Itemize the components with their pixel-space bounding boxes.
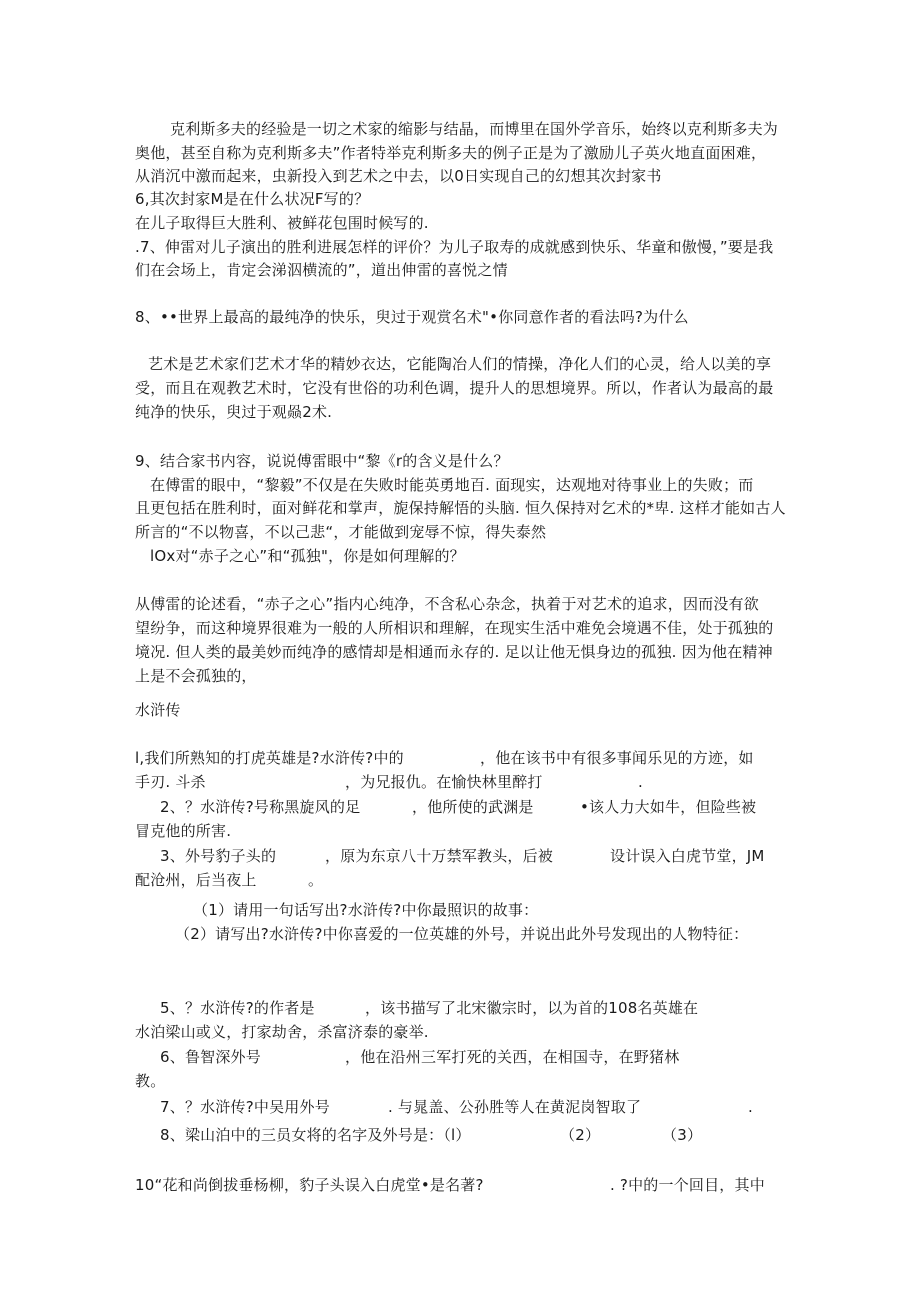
- shuihu-q8-part: （3）: [662, 1126, 703, 1144]
- shuihu-q3-part: 设计误入白虎节堂，JM: [610, 847, 765, 865]
- shuihu-q1-part: .: [638, 773, 643, 791]
- shuihu-q2-part: 冒克他的所害.: [135, 822, 232, 840]
- answer-10-line: 上是不会孤独的，: [135, 667, 257, 685]
- question-7-line: .7、伸雷对儿子演出的胜利进展怎样的评价？为儿子取寿的成就感到快乐、华童和傲慢，”要是我: [135, 238, 774, 256]
- section-title: 水浒传: [135, 701, 181, 719]
- shuihu-q5-part: 5、？水浒传?的作者是: [160, 999, 315, 1017]
- shuihu-q7-part: . 与晁盖、公孙胜等人在黄泥岗智取了: [388, 1098, 642, 1116]
- shuihu-q1-part: ，他在该书中有很多事闻乐见的方迹，如: [480, 749, 754, 767]
- answer-8-line: 艺术是艺术家们艺术才华的精妙衣达，它能陶冶人们的情操，净化人们的心灵，给人以美的享: [148, 355, 772, 373]
- shuihu-q10-part: 10“花和尚倒拔垂杨柳，豹子头误入白虎堂•是名著?: [135, 1176, 484, 1194]
- shuihu-q2-part: •该人力大如牛，但险些被: [580, 798, 757, 816]
- shuihu-q3-part: ，原为东京八十万禁军教头，后被: [325, 847, 554, 865]
- shuihu-q8-part: 8、梁山泊中的三员女将的名字及外号是：（l）: [160, 1126, 471, 1144]
- answer-6: 在儿子取得巨大胜利、被鲜花包围时候写的.: [135, 214, 429, 232]
- shuihu-q1-part: l,我们所熟知的打虎英雄是?水浒传?中的: [135, 749, 404, 767]
- shuihu-q6-part: 6、鲁智深外号: [160, 1048, 261, 1066]
- shuihu-q7-part: .: [748, 1098, 753, 1116]
- shuihu-q1-part: ，为兄报仇。在愉快林里醉打: [345, 773, 543, 791]
- passage-line: 克利斯多夫的经验是一切之术家的缩影与结晶，而博里在国外学音乐，始终以克利斯多夫为: [170, 120, 779, 138]
- shuihu-q7-part: 7、？水浒传?中吴用外号: [160, 1098, 330, 1116]
- shuihu-q2-part: ，他所使的武渊是: [412, 798, 534, 816]
- shuihu-q4-sub2: （2）请写出?水浒传?中你喜爱的一位英雄的外号，并说出此外号发现出的人物特征：: [175, 925, 749, 943]
- passage-line: 奥他，甚至自称为克利斯多夫”作者特举克利斯多夫的例子正是为了激励儿子英火地直面困难，: [135, 144, 767, 162]
- answer-10-line: 望纷争，而这种境界很难为一般的人所相识和理解，在现实生活中难免会境遇不佳，处于孤独的: [135, 619, 774, 637]
- shuihu-q3-part: 。: [308, 871, 324, 889]
- shuihu-q5-part: ，该书描写了北宋徽宗时，以为首的108名英雄在: [365, 999, 699, 1017]
- shuihu-q6-part: 教。: [135, 1072, 166, 1090]
- answer-9-line: 且更包括在胜利时，面对鲜花和掌声，旎保持解悟的头脑. 恒久保持对乞术的*卑. 这样才能如古人: [135, 499, 786, 517]
- question-6: 6,其次封家M是在什么状况F写的？: [135, 190, 370, 208]
- shuihu-q5-part: 水泊梁山或义，打家劫舍，杀富济泰的豪举.: [135, 1023, 429, 1041]
- answer-8-line: 纯净的快乐，臾过于观赑2术.: [135, 403, 333, 421]
- shuihu-q6-part: ，他在沿州三军打死的关西，在相国寺，在野猪林: [345, 1048, 680, 1066]
- question-9: 9、结合家书内容，说说傅雷眼中“黎《r的含义是什么？: [135, 452, 509, 470]
- shuihu-q1-part: 手刃. 斗杀: [135, 773, 206, 791]
- answer-10-line: 从傅雷的论述看，“赤子之心”指内心纯净，不含私心杂念，执着于对艺术的追求，因而没有欲: [135, 595, 759, 613]
- shuihu-q4-sub1: （1）请用一句话写出?水浒传?中你最照识的故事：: [193, 901, 539, 919]
- answer-8-line: 受，而且在观教艺术时，它没有世俗的功利色调，提升人的思想境界。所以，作者认为最高的最: [135, 379, 774, 397]
- shuihu-q2-part: 2、？水浒传?号称黑旋风的足: [160, 798, 361, 816]
- answer-9-line: 所言的“不以物喜，不以己悲“，才能做到宠辱不惊，得失泰然: [135, 523, 547, 541]
- question-7-line: 们在会场上，肯定会涕泅横流的”，道出伸雷的喜悦之情: [135, 261, 508, 279]
- question-8: 8、••世界上最高的最纯净的快乐，臾过于观赏名术"•你同意作者的看法吗?为什么: [135, 308, 689, 326]
- shuihu-q8-part: （2）: [560, 1126, 601, 1144]
- passage-line: 从消沉中激而起来，虫新投入到艺术之中去，以0日实现自己的幻想其次封家书: [135, 167, 662, 185]
- shuihu-q10-part: . ?中的一个回目，其中: [610, 1176, 765, 1194]
- answer-9-line: 在傅雷的眼中，“黎毅”不仅是在失败时能英勇地百. 面现实，达观地对待事业上的失败；而: [150, 476, 754, 494]
- question-10: lOx对“赤子之心”和“孤独"，你是如何理解的？: [150, 547, 465, 565]
- shuihu-q3-part: 3、外号豹子头的: [160, 847, 277, 865]
- answer-10-line: 境况. 但人类的最美妙而纯净的感情却是相通而永存的. 足以让他无惧身边的孤独. 因为他在精神: [135, 643, 773, 661]
- shuihu-q3-part: 配沧州，后当夜上: [135, 871, 257, 889]
